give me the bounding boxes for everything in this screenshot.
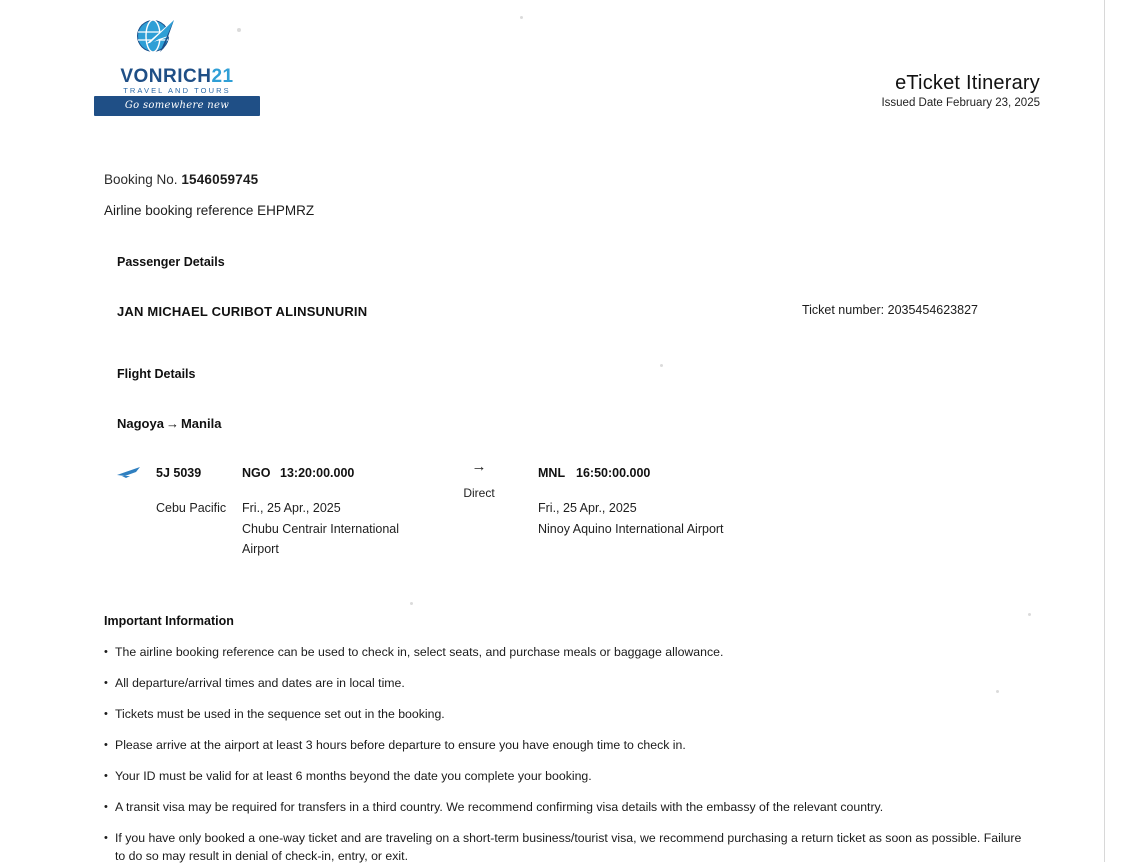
issued-date: Issued Date February 23, 2025 <box>881 97 1040 109</box>
carrier-name: Cebu Pacific <box>156 501 227 515</box>
arrival-airport-name: Ninoy Aquino International Airport <box>538 522 724 536</box>
arrival-time: 16:50:00.000 <box>576 466 651 480</box>
airplane-globe-icon <box>130 14 186 64</box>
page-right-edge <box>1104 0 1105 862</box>
booking-number-label: Booking No. <box>104 172 178 187</box>
arrival-airport-code: MNL <box>538 466 566 480</box>
departure-time: 13:20:00.000 <box>280 466 355 480</box>
route-origin: Nagoya <box>117 416 164 431</box>
scan-speck <box>660 364 663 367</box>
flight-details-heading: Flight Details <box>117 367 196 381</box>
airplane-icon <box>116 464 142 480</box>
logo-tagline: TRAVEL AND TOURS <box>123 86 231 95</box>
important-information-list <box>104 643 1024 865</box>
stops-label: Direct <box>463 486 495 500</box>
departure-date: Fri., 25 Apr., 2025 <box>242 501 341 515</box>
flight-segment-row <box>104 456 1044 566</box>
list-item: • Please arrive at the airport at least 3 hours before departure to ensure you have enough time to check in. <box>104 736 1024 754</box>
logo-ribbon <box>94 96 260 116</box>
departure-airport-name: Chubu Centrair International Airport <box>242 522 400 556</box>
passenger-name: JAN MICHAEL CURIBOT ALINSUNURIN <box>117 304 368 319</box>
departure-airport-code: NGO <box>242 466 271 480</box>
page-title: eTicket Itinerary <box>895 72 1040 94</box>
booking-number-value: 1546059745 <box>181 172 259 187</box>
list-item: • If you have only booked a one-way ticket and are traveling on a short-term business/tourist visa, we recommend purchasing a return ticket as soon as possible. Failure to do so may result in denial of check-in, entry, or exit. <box>104 829 1024 865</box>
logo-wordmark <box>94 66 260 88</box>
passenger-details-heading: Passenger Details <box>117 255 225 269</box>
logo-wordmark-main: VONRICH <box>120 66 212 87</box>
logo-ribbon-text: Go somewhere new <box>124 100 230 111</box>
flight-number: 5J 5039 <box>156 466 202 480</box>
list-item: • Tickets must be used in the sequence set out in the booking. <box>104 705 1024 723</box>
scan-speck <box>410 602 413 605</box>
list-item: • Your ID must be valid for at least 6 months beyond the date you complete your booking. <box>104 767 1024 785</box>
scan-speck <box>520 16 523 19</box>
route-arrow-icon: → <box>165 416 179 431</box>
scan-speck <box>1028 613 1031 616</box>
booking-number <box>104 172 258 187</box>
company-logo <box>94 14 260 116</box>
ticket-number: Ticket number: 2035454623827 <box>801 303 978 317</box>
logo-wordmark-number: 21 <box>211 66 234 87</box>
important-information-heading: Important Information <box>104 614 234 628</box>
segment-arrow-icon: → <box>471 458 487 475</box>
list-item: • The airline booking reference can be used to check in, select seats, and purchase meals or baggage allowance. <box>104 643 1024 661</box>
arrival-date: Fri., 25 Apr., 2025 <box>538 501 637 515</box>
list-item: • A transit visa may be required for transfers in a third country. We recommend confirming visa details with the embassy of the relevant country. <box>104 798 1024 816</box>
list-item: • All departure/arrival times and dates are in local time. <box>104 674 1024 692</box>
airline-booking-reference: Airline booking reference EHPMRZ <box>104 203 315 218</box>
route-destination: Manila <box>180 416 222 431</box>
route-heading <box>117 416 221 431</box>
